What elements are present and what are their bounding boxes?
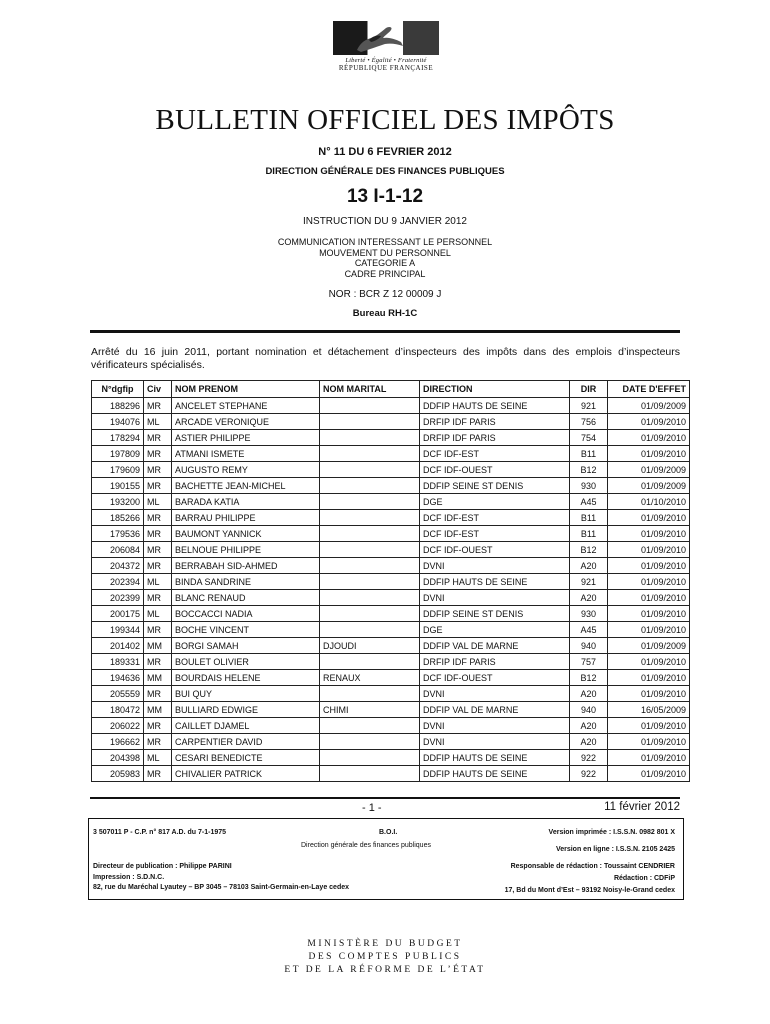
cell-civ: MR	[144, 686, 172, 702]
cell-civ: MR	[144, 542, 172, 558]
cell-date-effet: 01/09/2010	[608, 510, 690, 526]
col-header-direction: DIRECTION	[420, 381, 570, 398]
cell-civ: MR	[144, 558, 172, 574]
cell-nom-prenom: BOURDAIS HELENE	[172, 670, 320, 686]
cell-nom-marital	[320, 734, 420, 750]
cell-direction: DCF IDF-EST	[420, 446, 570, 462]
cell-direction: DDFIP HAUTS DE SEINE	[420, 398, 570, 414]
cell-nom-prenom: BOULET OLIVIER	[172, 654, 320, 670]
cell-nom-marital	[320, 446, 420, 462]
table-row	[92, 462, 690, 478]
publication-info-box	[88, 818, 684, 900]
cell-nom-prenom: BUI QUY	[172, 686, 320, 702]
cell-direction: DGE	[420, 494, 570, 510]
cell-nom-marital	[320, 686, 420, 702]
table-row	[92, 494, 690, 510]
cell-date-effet: 01/09/2010	[608, 446, 690, 462]
col-header-civ: Civ	[144, 381, 172, 398]
cell-numero: 200175	[92, 606, 144, 622]
col-header-date-effet: DATE D'EFFET	[608, 381, 690, 398]
table-row	[92, 542, 690, 558]
cell-numero: 201402	[92, 638, 144, 654]
cell-numero: 190155	[92, 478, 144, 494]
table-row	[92, 398, 690, 414]
cell-nom-marital	[320, 750, 420, 766]
cell-nom-prenom: BARADA KATIA	[172, 494, 320, 510]
direction-name: DIRECTION GÉNÉRALE DES FINANCES PUBLIQUES	[265, 166, 505, 177]
cell-date-effet: 01/09/2009	[608, 478, 690, 494]
cell-nom-prenom: BORGI SAMAH	[172, 638, 320, 654]
table-row	[92, 478, 690, 494]
cell-civ: MR	[144, 446, 172, 462]
cell-direction: DCF IDF-EST	[420, 510, 570, 526]
instruction-date: INSTRUCTION DU 9 JANVIER 2012	[303, 216, 467, 227]
cell-date-effet: 01/09/2010	[608, 622, 690, 638]
cell-date-effet: 01/09/2010	[608, 574, 690, 590]
cell-direction: DCF IDF-OUEST	[420, 670, 570, 686]
cell-numero: 205559	[92, 686, 144, 702]
cell-numero: 194636	[92, 670, 144, 686]
cell-civ: MR	[144, 718, 172, 734]
personnel-table	[91, 380, 690, 782]
cell-dir: 940	[570, 638, 608, 654]
cell-nom-prenom: BLANC RENAUD	[172, 590, 320, 606]
cell-nom-marital	[320, 574, 420, 590]
table-row	[92, 766, 690, 782]
cell-dir: A45	[570, 622, 608, 638]
cell-dir: A45	[570, 494, 608, 510]
cell-civ: ML	[144, 494, 172, 510]
cell-civ: MR	[144, 734, 172, 750]
col-header-nom-marital: NOM MARITAL	[320, 381, 420, 398]
table-row	[92, 686, 690, 702]
cell-nom-prenom: CHIVALIER PATRICK	[172, 766, 320, 782]
communication-block	[0, 237, 770, 279]
cell-numero: 196662	[92, 734, 144, 750]
cell-nom-marital: CHIMI	[320, 702, 420, 718]
cell-dir: B12	[570, 542, 608, 558]
cell-date-effet: 01/10/2010	[608, 494, 690, 510]
cell-nom-marital	[320, 398, 420, 414]
cell-nom-prenom: CARPENTIER DAVID	[172, 734, 320, 750]
cell-nom-prenom: BINDA SANDRINE	[172, 574, 320, 590]
cell-numero: 180472	[92, 702, 144, 718]
cell-nom-prenom: CESARI BENEDICTE	[172, 750, 320, 766]
table-row	[92, 606, 690, 622]
cell-numero: 204398	[92, 750, 144, 766]
cell-civ: MM	[144, 638, 172, 654]
cell-civ: ML	[144, 414, 172, 430]
cell-numero: 179536	[92, 526, 144, 542]
issue-number: N° 11 DU 6 FEVRIER 2012	[318, 146, 452, 158]
nor-reference: NOR : BCR Z 12 00009 J	[328, 289, 442, 300]
cell-numero: 202394	[92, 574, 144, 590]
cell-date-effet: 01/09/2010	[608, 718, 690, 734]
cell-date-effet: 01/09/2010	[608, 542, 690, 558]
cell-numero: 202399	[92, 590, 144, 606]
cell-dir: 922	[570, 750, 608, 766]
republique-logo	[331, 20, 441, 82]
cell-date-effet: 01/09/2009	[608, 638, 690, 654]
cell-nom-marital: DJOUDI	[320, 638, 420, 654]
cell-nom-marital	[320, 430, 420, 446]
cell-nom-marital	[320, 718, 420, 734]
cell-civ: MR	[144, 622, 172, 638]
republic-name: RÉPUBLIQUE FRANÇAISE	[338, 64, 434, 72]
cell-numero: 178294	[92, 430, 144, 446]
cell-direction: DDFIP VAL DE MARNE	[420, 638, 570, 654]
footer-issn-online: Version en ligne : I.S.S.N. 2105 2425	[555, 846, 675, 853]
cell-numero: 204372	[92, 558, 144, 574]
cell-date-effet: 01/09/2010	[608, 430, 690, 446]
cell-date-effet: 01/09/2010	[608, 686, 690, 702]
cell-date-effet: 01/09/2010	[608, 750, 690, 766]
cell-nom-marital	[320, 478, 420, 494]
table-row	[92, 558, 690, 574]
cell-numero: 206022	[92, 718, 144, 734]
cell-civ: MR	[144, 654, 172, 670]
table-row	[92, 590, 690, 606]
cell-direction: DDFIP SEINE ST DENIS	[420, 478, 570, 494]
cell-nom-prenom: ARCADE VERONIQUE	[172, 414, 320, 430]
col-header-nom-prenom: NOM PRENOM	[172, 381, 320, 398]
table-row	[92, 670, 690, 686]
cell-nom-prenom: BELNOUE PHILIPPE	[172, 542, 320, 558]
cell-civ: ML	[144, 574, 172, 590]
cell-nom-prenom: BACHETTE JEAN-MICHEL	[172, 478, 320, 494]
cell-direction: DCF IDF-EST	[420, 526, 570, 542]
cell-nom-marital	[320, 542, 420, 558]
cell-dir: 930	[570, 606, 608, 622]
cell-date-effet: 01/09/2010	[608, 766, 690, 782]
cell-dir: 940	[570, 702, 608, 718]
cell-dir: A20	[570, 590, 608, 606]
cell-civ: MR	[144, 462, 172, 478]
cell-direction: DDFIP SEINE ST DENIS	[420, 606, 570, 622]
communication-line: CATEGORIE A	[354, 258, 416, 268]
cell-nom-marital	[320, 590, 420, 606]
cell-nom-prenom: BOCHE VINCENT	[172, 622, 320, 638]
cell-nom-prenom: AUGUSTO REMY	[172, 462, 320, 478]
footer-address-right: 17, Bd du Mont d’Est – 93192 Noisy-le-Grand cedex	[504, 887, 675, 894]
cell-direction: DVNI	[420, 590, 570, 606]
cell-nom-prenom: ANCELET STEPHANE	[172, 398, 320, 414]
cell-nom-marital	[320, 766, 420, 782]
cell-numero: 206084	[92, 542, 144, 558]
cell-numero: 188296	[92, 398, 144, 414]
footer-issn-print: Version imprimée : I.S.S.N. 0982 801 X	[548, 829, 675, 836]
cell-nom-prenom: ATMANI ISMETE	[172, 446, 320, 462]
table-row	[92, 750, 690, 766]
cell-direction: DVNI	[420, 734, 570, 750]
ministere-line: MINISTÈRE DU BUDGET	[307, 939, 463, 949]
marianne-icon	[331, 20, 441, 56]
cell-civ: MM	[144, 670, 172, 686]
cell-direction: DDFIP HAUTS DE SEINE	[420, 766, 570, 782]
cell-nom-prenom: BARRAU PHILIPPE	[172, 510, 320, 526]
cell-direction: DVNI	[420, 718, 570, 734]
cell-dir: B11	[570, 446, 608, 462]
cell-date-effet: 01/09/2010	[608, 558, 690, 574]
cell-nom-marital	[320, 654, 420, 670]
cell-nom-prenom: BERRABAH SID-AHMED	[172, 558, 320, 574]
cell-dir: A20	[570, 686, 608, 702]
cell-direction: DDFIP HAUTS DE SEINE	[420, 574, 570, 590]
ministere-block	[0, 938, 770, 977]
footer-responsable: Responsable de rédaction : Toussaint CENDRIER	[510, 863, 675, 870]
bureau-label: Bureau RH-1C	[352, 308, 418, 319]
cell-nom-marital	[320, 558, 420, 574]
ministere-line: ET DE LA RÉFORME DE L’ÉTAT	[284, 965, 486, 975]
page-number: - 1 -	[362, 802, 382, 814]
cell-dir: B11	[570, 526, 608, 542]
table-row	[92, 702, 690, 718]
table-row	[92, 446, 690, 462]
cell-civ: MM	[144, 702, 172, 718]
cell-nom-marital	[320, 622, 420, 638]
cell-civ: MR	[144, 766, 172, 782]
table-header-row	[92, 381, 690, 398]
cell-nom-marital	[320, 510, 420, 526]
communication-line: CADRE PRINCIPAL	[344, 268, 426, 279]
cell-numero: 197809	[92, 446, 144, 462]
table-row	[92, 510, 690, 526]
cell-dir: 922	[570, 766, 608, 782]
ministere-line: DES COMPTES PUBLICS	[308, 952, 462, 962]
footer-cp: 3 507011 P - C.P. n° 817 A.D. du 7-1-1975	[93, 829, 227, 836]
footer-boi: B.O.I.	[379, 829, 398, 836]
cell-date-effet: 16/05/2009	[608, 702, 690, 718]
cell-nom-marital	[320, 526, 420, 542]
table-row	[92, 574, 690, 590]
cell-dir: A20	[570, 558, 608, 574]
cell-nom-prenom: CAILLET DJAMEL	[172, 718, 320, 734]
cell-date-effet: 01/09/2010	[608, 590, 690, 606]
cell-dir: 756	[570, 414, 608, 430]
page-title: BULLETIN OFFICIEL DES IMPÔTS	[155, 104, 615, 136]
cell-direction: DDFIP HAUTS DE SEINE	[420, 750, 570, 766]
cell-direction: DRFIP IDF PARIS	[420, 414, 570, 430]
cell-direction: DRFIP IDF PARIS	[420, 430, 570, 446]
cell-dir: A20	[570, 734, 608, 750]
cell-nom-prenom: ASTIER PHILIPPE	[172, 430, 320, 446]
footer-redaction: Rédaction : CDFiP	[613, 875, 675, 882]
table-row	[92, 430, 690, 446]
table-row	[92, 654, 690, 670]
cell-nom-marital	[320, 462, 420, 478]
header-divider	[90, 330, 680, 333]
footer-divider	[90, 797, 680, 799]
footer-address-left: 82, rue du Maréchal Lyautey – BP 3045 – 78103 Saint-Germain-en-Laye cedex	[93, 884, 350, 891]
cell-nom-prenom: BULLIARD EDWIGE	[172, 702, 320, 718]
col-header-dir: DIR	[570, 381, 608, 398]
cell-nom-marital	[320, 494, 420, 510]
cell-direction: DCF IDF-OUEST	[420, 542, 570, 558]
cell-civ: MR	[144, 478, 172, 494]
republic-motto: Liberté • Égalité • Fraternité	[345, 57, 427, 64]
cell-numero: 194076	[92, 414, 144, 430]
cell-civ: ML	[144, 606, 172, 622]
footer-impression: Impression : S.D.N.C.	[93, 874, 165, 881]
cell-date-effet: 01/09/2010	[608, 654, 690, 670]
cell-numero: 185266	[92, 510, 144, 526]
cell-direction: DDFIP VAL DE MARNE	[420, 702, 570, 718]
cell-dir: 930	[570, 478, 608, 494]
col-header-numero: N°dgfip	[92, 381, 144, 398]
cell-numero: 199344	[92, 622, 144, 638]
cell-date-effet: 01/09/2010	[608, 734, 690, 750]
cell-nom-prenom: BOCCACCI NADIA	[172, 606, 320, 622]
instruction-number: 13 I-1-12	[346, 186, 424, 207]
page-date: 11 février 2012	[604, 801, 680, 813]
cell-numero: 179609	[92, 462, 144, 478]
cell-date-effet: 01/09/2010	[608, 606, 690, 622]
cell-dir: 921	[570, 398, 608, 414]
cell-dir: B12	[570, 670, 608, 686]
cell-direction: DVNI	[420, 686, 570, 702]
cell-direction: DRFIP IDF PARIS	[420, 654, 570, 670]
cell-dir: A20	[570, 718, 608, 734]
cell-date-effet: 01/09/2010	[608, 670, 690, 686]
table-row	[92, 622, 690, 638]
cell-nom-prenom: BAUMONT YANNICK	[172, 526, 320, 542]
cell-direction: DGE	[420, 622, 570, 638]
footer-directeur: Directeur de publication : Philippe PARINI	[93, 863, 232, 870]
cell-numero: 189331	[92, 654, 144, 670]
table-row	[92, 734, 690, 750]
cell-civ: MR	[144, 398, 172, 414]
cell-dir: B11	[570, 510, 608, 526]
cell-dir: 921	[570, 574, 608, 590]
cell-nom-marital	[320, 414, 420, 430]
cell-date-effet: 01/09/2010	[608, 526, 690, 542]
cell-direction: DVNI	[420, 558, 570, 574]
table-row	[92, 414, 690, 430]
table-body	[92, 398, 690, 782]
communication-line: MOUVEMENT DU PERSONNEL	[319, 247, 451, 258]
cell-date-effet: 01/09/2010	[608, 414, 690, 430]
footer-dgfp: Direction générale des finances publiques	[301, 842, 431, 849]
cell-numero: 193200	[92, 494, 144, 510]
table-row	[92, 526, 690, 542]
cell-direction: DCF IDF-OUEST	[420, 462, 570, 478]
cell-civ: MR	[144, 526, 172, 542]
table-row	[92, 718, 690, 734]
cell-civ: MR	[144, 510, 172, 526]
cell-numero: 205983	[92, 766, 144, 782]
cell-nom-marital: RENAUX	[320, 670, 420, 686]
cell-date-effet: 01/09/2009	[608, 398, 690, 414]
cell-civ: MR	[144, 590, 172, 606]
table-row	[92, 638, 690, 654]
communication-line: COMMUNICATION INTERESSANT LE PERSONNEL	[277, 237, 493, 247]
cell-date-effet: 01/09/2009	[608, 462, 690, 478]
cell-civ: MR	[144, 430, 172, 446]
cell-dir: B12	[570, 462, 608, 478]
cell-dir: 757	[570, 654, 608, 670]
cell-dir: 754	[570, 430, 608, 446]
cell-nom-marital	[320, 606, 420, 622]
arrete-paragraph: Arrêté du 16 juin 2011, portant nomination et détachement d’inspecteurs des impôts dans des emplois d’inspecteurs vérificateurs spécialisés.	[91, 346, 680, 371]
cell-civ: ML	[144, 750, 172, 766]
